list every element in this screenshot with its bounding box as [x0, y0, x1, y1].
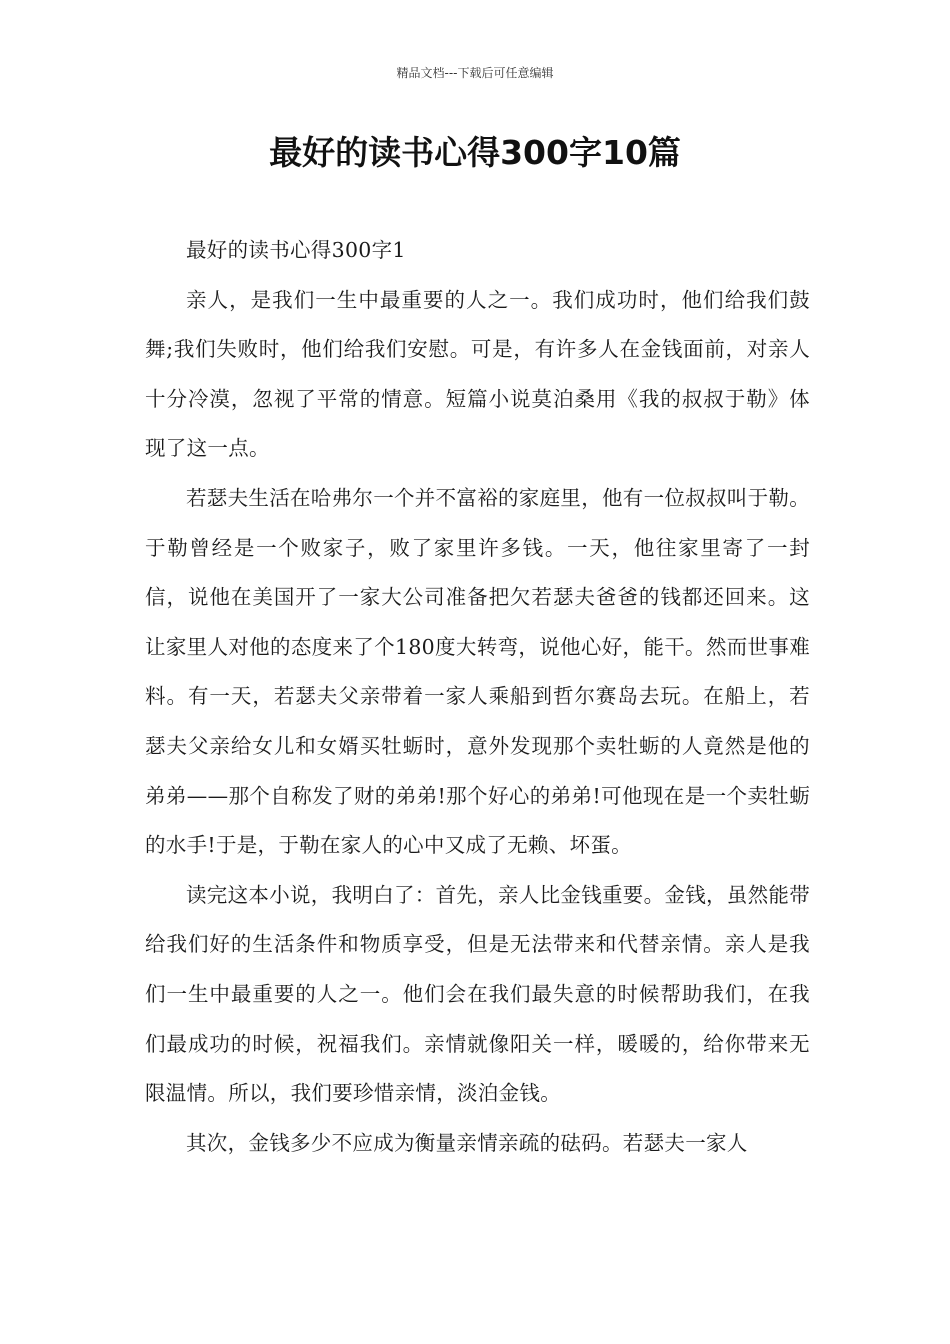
document-body: [145, 226, 810, 1168]
document-title: 最好的读书心得300字10篇: [269, 133, 681, 172]
paragraph-4: 其次，金钱多少不应成为衡量亲情亲疏的砝码。若瑟夫一家人: [186, 1130, 748, 1155]
section-heading: 最好的读书心得300字1: [186, 238, 406, 262]
paragraph-3: 读完这本小说，我明白了：首先，亲人比金钱重要。金钱，虽然能带给我们好的生活条件和物质享受，但是无法带来和代替亲情。亲人是我们一生中最重要的人之一。他们会在我们最失意的时候帮助我们，在我们最成功的时候，祝福我们。亲情就像阳关一样，暖暖的，给你带来无限温情。所以，我们要珍惜亲情，淡泊金钱。: [145, 882, 810, 1106]
page-header-note: 精品文档---下载后可任意编辑: [396, 66, 554, 80]
paragraph-1: 亲人，是我们一生中最重要的人之一。我们成功时，他们给我们鼓舞;我们失败时，他们给我们安慰。可是，有许多人在金钱面前，对亲人十分冷漠，忽视了平常的情意。短篇小说莫泊桑用《我的叔叔于勒》体现了这一点。: [145, 287, 810, 461]
paragraph-2: 若瑟夫生活在哈弗尔一个并不富裕的家庭里，他有一位叔叔叫于勒。于勒曾经是一个败家子，败了家里许多钱。一天，他往家里寄了一封信，说他在美国开了一家大公司准备把欠若瑟夫爸爸的钱都还回来。这让家里人对他的态度来了个180度大转弯，说他心好，能干。然而世事难料。有一天，若瑟夫父亲带着一家人乘船到哲尔赛岛去玩。在船上，若瑟夫父亲给女儿和女婿买牡蛎时，意外发现那个卖牡蛎的人竟然是他的弟弟——那个自称发了财的弟弟!那个好心的弟弟!可他现在是一个卖牡蛎的水手!于是，于勒在家人的心中又成了无赖、坏蛋。: [145, 485, 810, 858]
